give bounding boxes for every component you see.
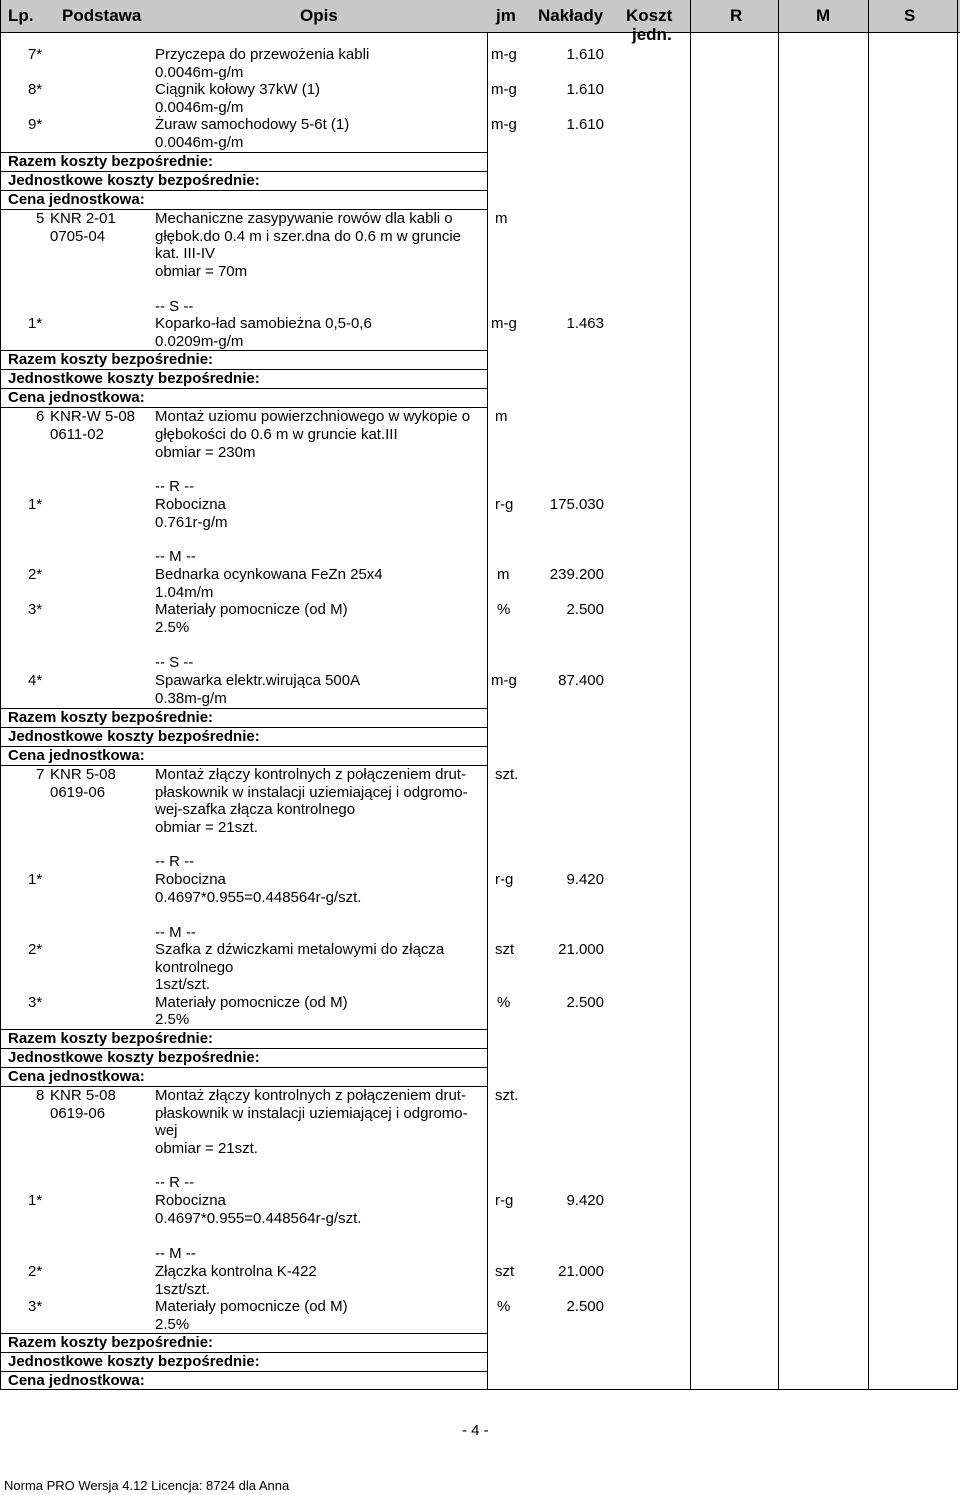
- row-lp: 3*: [28, 1298, 43, 1315]
- section-label: -- R --: [155, 853, 195, 870]
- border-right: [957, 0, 958, 1390]
- summary-razem: Razem koszty bezpośrednie:: [8, 709, 214, 726]
- row-norm: 1szt/szt.: [155, 1281, 211, 1298]
- position-number: 6: [36, 408, 45, 425]
- summary-razem: Razem koszty bezpośrednie:: [8, 1334, 214, 1351]
- row-desc: Robocizna: [155, 1192, 226, 1209]
- position-desc: Montaż złączy kontrolnych z połączeniem drut-: [155, 766, 466, 783]
- col-divider-jm: [487, 32, 488, 1390]
- row-desc: Robocizna: [155, 871, 226, 888]
- row-norm: 2.5%: [155, 619, 190, 636]
- row-lp: 1*: [28, 1192, 43, 1209]
- row-value: 2.500: [566, 1298, 604, 1315]
- row-lp: 3*: [28, 994, 43, 1011]
- summary-cena: Cena jednostkowa:: [8, 1372, 145, 1389]
- row-value: 9.420: [566, 871, 604, 888]
- header-jm: jm: [496, 6, 516, 25]
- row-lp: 9*: [28, 116, 43, 133]
- position-number: 7: [36, 766, 45, 783]
- row-value: 9.420: [566, 1192, 604, 1209]
- row-unit: r-g: [495, 1192, 514, 1209]
- row-desc: Bednarka ocynkowana FeZn 25x4: [155, 566, 383, 583]
- position-number: 8: [36, 1087, 45, 1104]
- row-value: 2.500: [566, 601, 604, 618]
- header-r: R: [730, 6, 743, 25]
- header-podstawa: Podstawa: [62, 6, 142, 25]
- position-basis: KNR 2-01: [50, 210, 116, 227]
- section-label: -- M --: [155, 548, 196, 565]
- summary-razem: Razem koszty bezpośrednie:: [8, 153, 214, 170]
- header-naklady: Nakłady: [538, 6, 604, 25]
- row-desc: Materiały pomocnicze (od M): [155, 994, 348, 1011]
- row-value: 21.000: [558, 1263, 604, 1280]
- row-unit: %: [497, 1298, 511, 1315]
- row-value: 1.463: [566, 315, 604, 332]
- row-value: 87.400: [558, 672, 604, 689]
- position-desc: wej: [155, 1122, 178, 1139]
- section-label: -- R --: [155, 1174, 195, 1191]
- position-basis-code: 0619-06: [50, 1105, 106, 1122]
- summary-jednostkowe: Jednostkowe koszty bezpośrednie:: [8, 728, 260, 745]
- header-m: M: [816, 6, 831, 25]
- row-unit: m-g: [491, 672, 517, 689]
- row-desc: Żuraw samochodowy 5-6t (1): [155, 116, 350, 133]
- row-norm: 2.5%: [155, 1011, 190, 1028]
- position-basis-code: 0619-06: [50, 784, 106, 801]
- position-quantity: obmiar = 21szt.: [155, 819, 258, 836]
- position-quantity: obmiar = 21szt.: [155, 1140, 258, 1157]
- summary-jednostkowe: Jednostkowe koszty bezpośrednie:: [8, 370, 260, 387]
- section-label: -- S --: [155, 654, 194, 671]
- row-value: 1.610: [566, 81, 604, 98]
- col-divider-s: [868, 0, 869, 1390]
- summary-jednostkowe: Jednostkowe koszty bezpośrednie:: [8, 172, 260, 189]
- position-desc: Mechaniczne zasypywanie rowów dla kabli o: [155, 210, 453, 227]
- position-desc: Montaż złączy kontrolnych z połączeniem drut-: [155, 1087, 466, 1104]
- row-value: 239.200: [549, 566, 604, 583]
- row-unit: m-g: [491, 46, 517, 63]
- row-lp: 2*: [28, 1263, 43, 1280]
- row-lp: 1*: [28, 496, 43, 513]
- summary-cena: Cena jednostkowa:: [8, 1068, 145, 1085]
- position-desc: kat. III-IV: [155, 245, 216, 262]
- row-value: 1.610: [566, 46, 604, 63]
- row-value: 175.030: [549, 496, 604, 513]
- row-norm: 1szt/szt.: [155, 976, 211, 993]
- position-basis: KNR 5-08: [50, 1087, 116, 1104]
- row-norm: 0.0046m-g/m: [155, 134, 244, 151]
- row-desc-cont: kontrolnego: [155, 959, 234, 976]
- position-number: 5: [36, 210, 45, 227]
- summary-cena: Cena jednostkowa:: [8, 191, 145, 208]
- row-lp: 1*: [28, 871, 43, 888]
- row-unit: m-g: [491, 116, 517, 133]
- header-s: S: [904, 6, 916, 25]
- header-koszt: Koszt: [626, 6, 673, 25]
- position-desc: głębokości do 0.6 m w gruncie kat.III: [155, 426, 398, 443]
- position-desc: głębok.do 0.4 m i szer.dna do 0.6 m w gruncie: [155, 228, 462, 245]
- row-unit: %: [497, 601, 511, 618]
- row-norm: 1.04m/m: [155, 584, 214, 601]
- row-norm: 0.761r-g/m: [155, 514, 228, 531]
- summary-jednostkowe: Jednostkowe koszty bezpośrednie:: [8, 1353, 260, 1370]
- row-norm: 0.4697*0.955=0.448564r-g/szt.: [155, 1210, 362, 1227]
- row-desc: Ciągnik kołowy 37kW (1): [155, 81, 321, 98]
- col-divider-m: [778, 0, 779, 1390]
- summary-razem: Razem koszty bezpośrednie:: [8, 351, 214, 368]
- section-label: -- M --: [155, 924, 196, 941]
- section-label: -- M --: [155, 1245, 196, 1262]
- row-desc: Koparko-ład samobieżna 0,5-0,6: [155, 315, 372, 332]
- row-unit: m-g: [491, 81, 517, 98]
- row-desc: Przyczepa do przewożenia kabli: [155, 46, 370, 63]
- position-basis-code: 0611-02: [50, 426, 104, 443]
- row-desc: Robocizna: [155, 496, 226, 513]
- summary-cena: Cena jednostkowa:: [8, 389, 145, 406]
- row-norm: 2.5%: [155, 1316, 190, 1333]
- row-norm: 0.4697*0.955=0.448564r-g/szt.: [155, 889, 362, 906]
- col-divider-r: [690, 0, 691, 1390]
- position-unit: szt.: [495, 1087, 519, 1104]
- row-desc: Spawarka elektr.wirująca 500A: [155, 672, 361, 689]
- row-lp: 8*: [28, 81, 43, 98]
- section-label: -- S --: [155, 298, 194, 315]
- position-unit: m: [495, 408, 508, 425]
- position-desc: wej-szafka złącza kontrolnego: [155, 801, 356, 818]
- row-desc: Materiały pomocnicze (od M): [155, 1298, 348, 1315]
- header-opis: Opis: [300, 6, 338, 25]
- row-norm: 0.0209m-g/m: [155, 333, 244, 350]
- software-license: Norma PRO Wersja 4.12 Licencja: 8724 dla Anna: [4, 1478, 290, 1493]
- position-unit: m: [495, 210, 508, 227]
- position-basis: KNR 5-08: [50, 766, 116, 783]
- row-value: 21.000: [558, 941, 604, 958]
- position-basis: KNR-W 5-08: [50, 408, 136, 425]
- position-desc: płaskownik w instalacji uziemiającej i odgromo-: [155, 1105, 468, 1122]
- row-norm: 0.0046m-g/m: [155, 99, 244, 116]
- position-quantity: obmiar = 70m: [155, 263, 248, 280]
- row-unit: m: [497, 566, 510, 583]
- row-norm: 0.38m-g/m: [155, 690, 227, 707]
- row-lp: 3*: [28, 601, 43, 618]
- position-quantity: obmiar = 230m: [155, 444, 256, 461]
- summary-jednostkowe: Jednostkowe koszty bezpośrednie:: [8, 1049, 260, 1066]
- row-unit: m-g: [491, 315, 517, 332]
- section-label: -- R --: [155, 478, 195, 495]
- header-jedn: jedn.: [632, 25, 672, 44]
- row-unit: %: [497, 994, 511, 1011]
- row-lp: 2*: [28, 566, 43, 583]
- header-lp: Lp.: [8, 6, 34, 25]
- row-desc: Szafka z dźwiczkami metalowymi do złącza: [155, 941, 445, 958]
- row-lp: 4*: [28, 672, 43, 689]
- row-lp: 7*: [28, 46, 43, 63]
- summary-razem: Razem koszty bezpośrednie:: [8, 1030, 214, 1047]
- row-unit: r-g: [495, 871, 514, 888]
- row-unit: szt: [495, 1263, 515, 1280]
- summary-cena: Cena jednostkowa:: [8, 747, 145, 764]
- row-desc: Złączka kontrolna K-422: [155, 1263, 317, 1280]
- row-value: 1.610: [566, 116, 604, 133]
- row-norm: 0.0046m-g/m: [155, 64, 244, 81]
- position-desc: Montaż uziomu powierzchniowego w wykopie o: [155, 408, 471, 425]
- row-unit: szt: [495, 941, 515, 958]
- row-lp: 2*: [28, 941, 43, 958]
- table-header: [0, 0, 960, 33]
- row-value: 2.500: [566, 994, 604, 1011]
- position-unit: szt.: [495, 766, 519, 783]
- position-basis-code: 0705-04: [50, 228, 106, 245]
- row-lp: 1*: [28, 315, 43, 332]
- row-unit: r-g: [495, 496, 514, 513]
- position-desc: płaskownik w instalacji uziemiającej i odgromo-: [155, 784, 468, 801]
- row-desc: Materiały pomocnicze (od M): [155, 601, 348, 618]
- page-number: - 4 -: [462, 1422, 489, 1439]
